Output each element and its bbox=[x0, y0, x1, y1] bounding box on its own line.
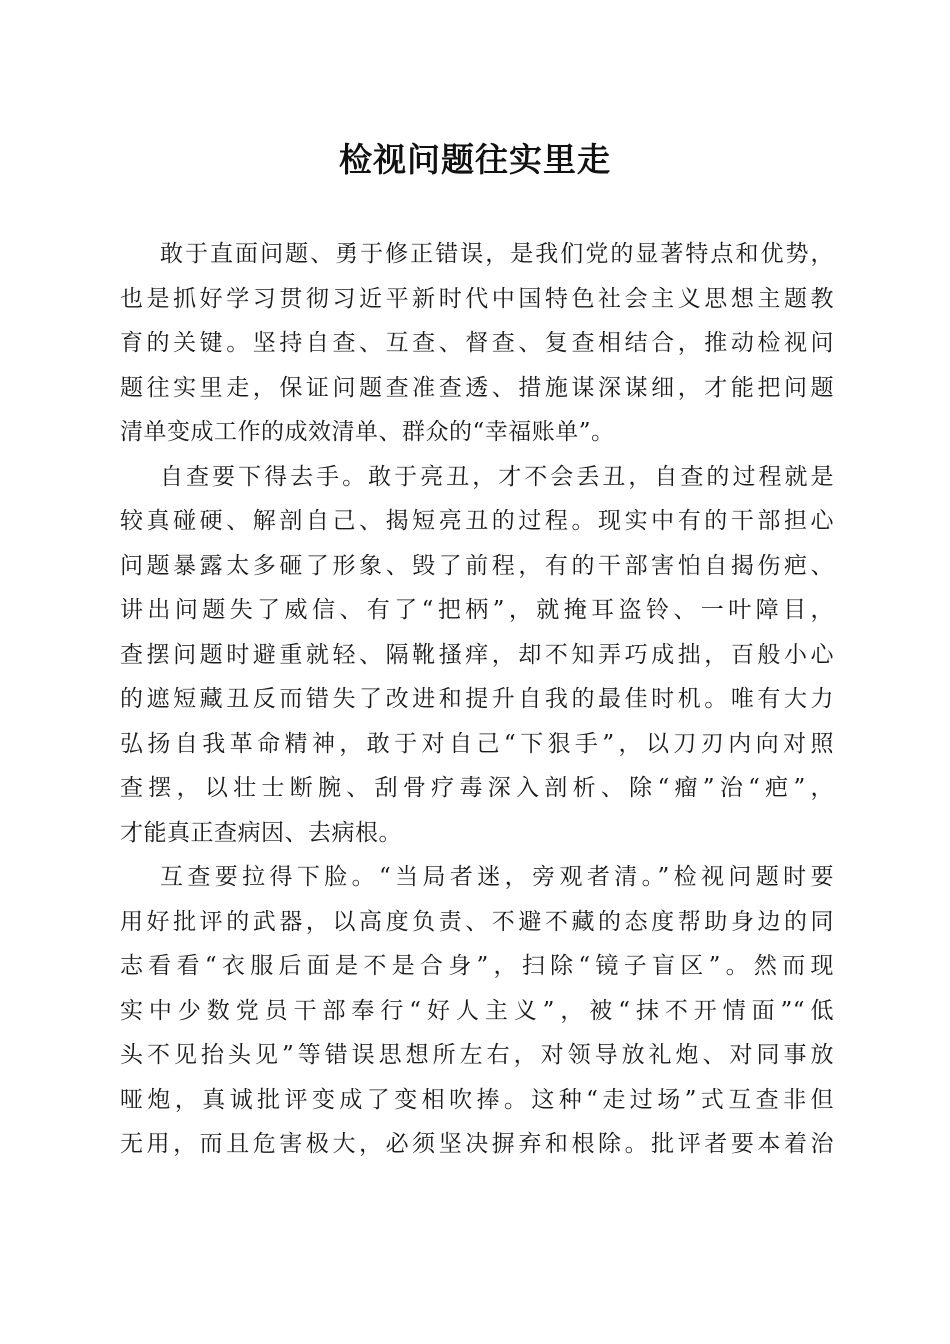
paragraph-2-line: 的遮短藏丑反而错失了改进和提升自我的最佳时机。唯有大力 bbox=[120, 686, 834, 712]
paragraph-2-line: 自查要下得去手。敢于亮丑，才不会丢丑，自查的过程就是 bbox=[160, 463, 834, 490]
paragraph-1-line: 清单变成工作的成效清单、群众的“幸福账单”。 bbox=[120, 419, 615, 445]
paragraph-2-line: 才能真正查病因、去病根。 bbox=[120, 819, 402, 846]
paragraph-3-line: 用好批评的武器，以高度负责、不避不藏的态度帮助身边的同 bbox=[120, 908, 834, 935]
paragraph-2-line: 较真碰硬、解剖自己、揭短亮丑的过程。现实中有的干部担心 bbox=[120, 508, 834, 534]
paragraph-1-line: 敢于直面问题、勇于修正错误，是我们党的显著特点和优势， bbox=[160, 241, 834, 267]
paragraph-1-line: 题往实里走，保证问题查准查透、措施谋深谋细，才能把问题 bbox=[120, 374, 834, 401]
paragraph-2-line: 查摆，以壮士断腕、刮骨疗毒深入剖析、除“瘤”治“疤”， bbox=[120, 775, 834, 801]
paragraph-3-line: 志看看“衣服后面是不是合身”，扫除“镜子盲区”。然而现 bbox=[120, 953, 834, 979]
paragraph-1-line: 育的关键。坚持自查、互查、督查、复查相结合，推动检视问 bbox=[120, 330, 834, 356]
paragraph-2-line: 弘扬自我革命精神，敢于对自己“下狠手”，以刀刃内向对照 bbox=[120, 730, 834, 757]
paragraph-3-line: 实中少数党员干部奉行“好人主义”，被“抹不开情面”“低 bbox=[120, 997, 834, 1024]
paragraph-3-line: 头不见抬头见”等错误思想所左右，对领导放礼炮、对同事放 bbox=[120, 1042, 834, 1068]
paragraph-3-line: 无用，而且危害极大，必须坚决摒弃和根除。批评者要本着治 bbox=[120, 1131, 834, 1157]
paragraph-1-line: 也是抓好学习贯彻习近平新时代中国特色社会主义思想主题教 bbox=[120, 285, 834, 312]
paragraph-3-line: 互查要拉得下脸。“当局者迷，旁观者清。”检视问题时要 bbox=[160, 864, 834, 890]
paragraph-3-line: 哑炮，真诚批评变成了变相吹捧。这种“走过场”式互查非但 bbox=[120, 1086, 834, 1113]
paragraph-2-line: 问题暴露太多砸了形象、毁了前程，有的干部害怕自揭伤疤、 bbox=[120, 552, 834, 579]
document-body bbox=[120, 232, 834, 1167]
paragraph-2-line: 讲出问题失了威信、有了“把柄”，就掩耳盗铃、一叶障目， bbox=[120, 597, 834, 623]
paragraph-2-line: 查摆问题时避重就轻、隔靴搔痒，却不知弄巧成拙，百般小心 bbox=[120, 641, 834, 668]
document-title: 检视问题往实里走 bbox=[339, 140, 611, 179]
